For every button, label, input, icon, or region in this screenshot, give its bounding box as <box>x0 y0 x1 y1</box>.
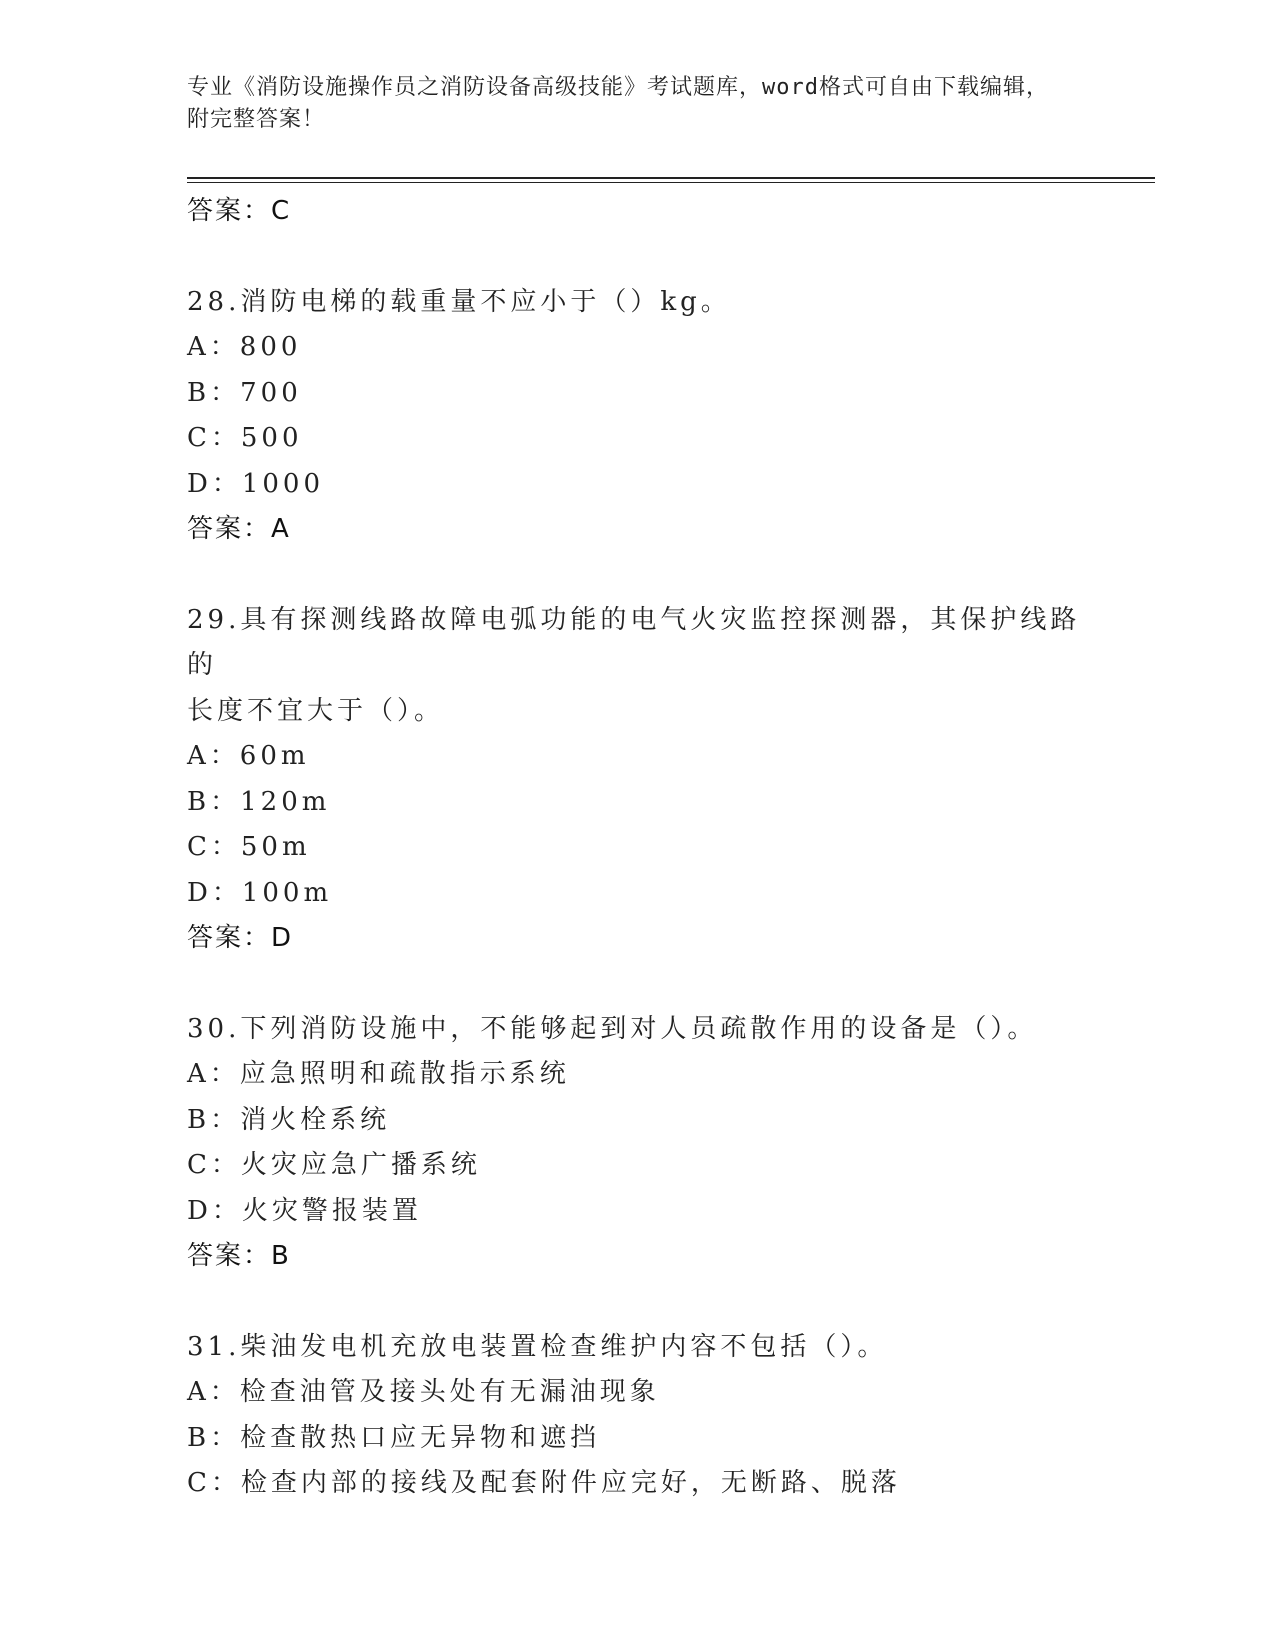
answer-line: 答案：A <box>187 514 291 544</box>
option-a: A：60m <box>187 741 310 771</box>
answer-line: 答案：C <box>187 196 292 226</box>
option-c: C：检查内部的接线及配套附件应完好，无断路、脱落 <box>187 1468 901 1498</box>
option-d: D：100m <box>187 877 333 908</box>
option-a: A：检查油管及接头处有无漏油现象 <box>187 1377 660 1407</box>
page-header: 专业《消防设施操作员之消防设备高级技能》考试题库，word格式可自由下载编辑，附完整答案！ <box>187 75 1049 132</box>
question-stem: 28.消防电梯的载重量不应小于（）kg。 <box>187 286 731 317</box>
option-b: B：消火栓系统 <box>187 1104 391 1135</box>
spacer <box>187 962 1107 1007</box>
option-c: C：500 <box>187 423 303 453</box>
question-block <box>187 598 1107 962</box>
option-b: B：120m <box>187 786 331 817</box>
header-divider <box>187 177 1155 183</box>
option-c: C：50m <box>187 832 311 862</box>
option-a: A：800 <box>187 332 302 362</box>
option-c: C：火灾应急广播系统 <box>187 1150 481 1180</box>
answer-line: 答案：B <box>187 1241 291 1271</box>
question-block <box>187 280 1107 553</box>
question-block <box>187 1007 1107 1280</box>
option-d: D：火灾警报装置 <box>187 1195 422 1226</box>
option-a: A：应急照明和疏散指示系统 <box>187 1059 570 1089</box>
question-stem: 29.具有探测线路故障电弧功能的电气火灾监控探测器，其保护线路的 长度不宜大于（）。 <box>187 604 1081 726</box>
question-block <box>187 1325 1107 1507</box>
spacer <box>187 553 1107 598</box>
spacer <box>187 1280 1107 1325</box>
spacer <box>187 235 1107 280</box>
question-content <box>187 189 1107 1507</box>
option-b: B：700 <box>187 377 302 408</box>
question-stem: 31.柴油发电机充放电装置检查维护内容不包括（）。 <box>187 1331 888 1362</box>
option-d: D：1000 <box>187 468 325 499</box>
option-b: B：检查散热口应无异物和遮挡 <box>187 1422 601 1453</box>
answer-line: 答案：D <box>187 923 294 953</box>
question-stem: 30.下列消防设施中，不能够起到对人员疏散作用的设备是（）。 <box>187 1013 1038 1044</box>
